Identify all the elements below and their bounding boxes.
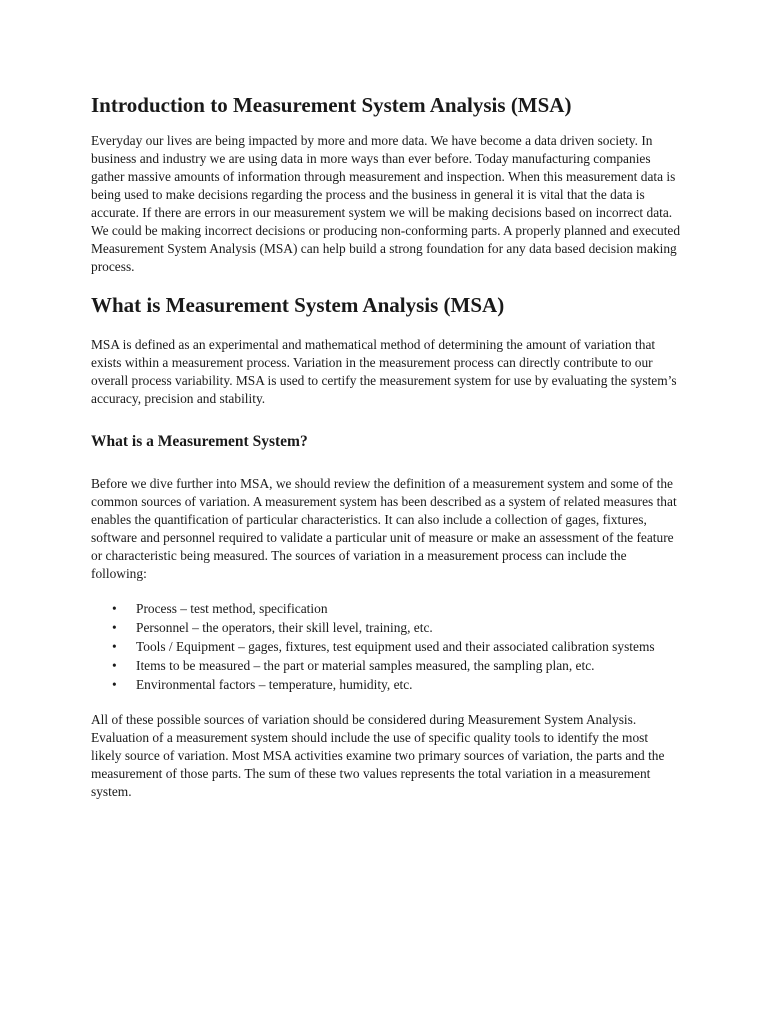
msa-definition-paragraph: MSA is defined as an experimental and mathematical method of determining the amount of variation that exists within a measurement process. Variation in the measurement process can directly contribute to our overall process variability. MSA is used to certify the measurement system for use by evaluating the system’s accuracy, precision and stability. <box>91 337 677 406</box>
bullet-icon: • <box>112 601 117 616</box>
bullet-icon: • <box>112 620 117 635</box>
list-item-text: Items to be measured – the part or material samples measured, the sampling plan, etc. <box>136 658 595 673</box>
document-title: Introduction to Measurement System Analysis (MSA) <box>91 93 572 117</box>
list-item-text: Environmental factors – temperature, humidity, etc. <box>136 677 413 692</box>
bullet-icon: • <box>112 677 117 692</box>
list-item <box>91 600 681 618</box>
list-item <box>91 657 681 675</box>
list-item-text: Process – test method, specification <box>136 601 328 616</box>
bullet-icon: • <box>112 658 117 673</box>
document-content <box>91 90 681 801</box>
list-item <box>91 676 681 694</box>
list-item <box>91 638 681 656</box>
section-heading-measurement-system: What is a Measurement System? <box>91 433 308 450</box>
intro-paragraph: Everyday our lives are being impacted by more and more data. We have become a data driven society. In business and industry we are using data in more ways than ever before. Today manufacturing companies gather massive amounts of information through measurement and inspection. When this measurement data is being used to make decisions regarding the process and the business in general it is vital that the data is accurate. If there are errors in our measurement system we will be making decisions based on incorrect data. We could be making incorrect decisions or producing non-conforming parts. A properly planned and executed Measurement System Analysis (MSA) can help build a strong foundation for any data based decision making process. <box>91 133 681 274</box>
measurement-system-paragraph: Before we dive further into MSA, we should review the definition of a measurement system and some of the common sources of variation. A measurement system has been described as a system of related measures that enables the quantification of particular characteristics. It can also include a collection of gages, fixtures, software and personnel required to validate a particular unit of measure or make an assessment of the feature or characteristic being measured. The sources of variation in a measurement process can include the following: <box>91 476 677 581</box>
variation-sources-list <box>91 600 681 694</box>
closing-paragraph: All of these possible sources of variation should be considered during Measurement System Analysis. Evaluation of a measurement system should include the use of specific quality tools to identify the most likely source of variation. Most MSA activities examine two primary sources of variation, the parts and the measurement of those parts. The sum of these two values represents the total variation in a measurement system. <box>91 712 665 799</box>
list-item-text: Personnel – the operators, their skill level, training, etc. <box>136 620 433 635</box>
bullet-icon: • <box>112 639 117 654</box>
list-item-text: Tools / Equipment – gages, fixtures, test equipment used and their associated calibration systems <box>136 639 655 654</box>
list-item <box>91 619 681 637</box>
section-heading-what-is-msa: What is Measurement System Analysis (MSA) <box>91 293 505 317</box>
